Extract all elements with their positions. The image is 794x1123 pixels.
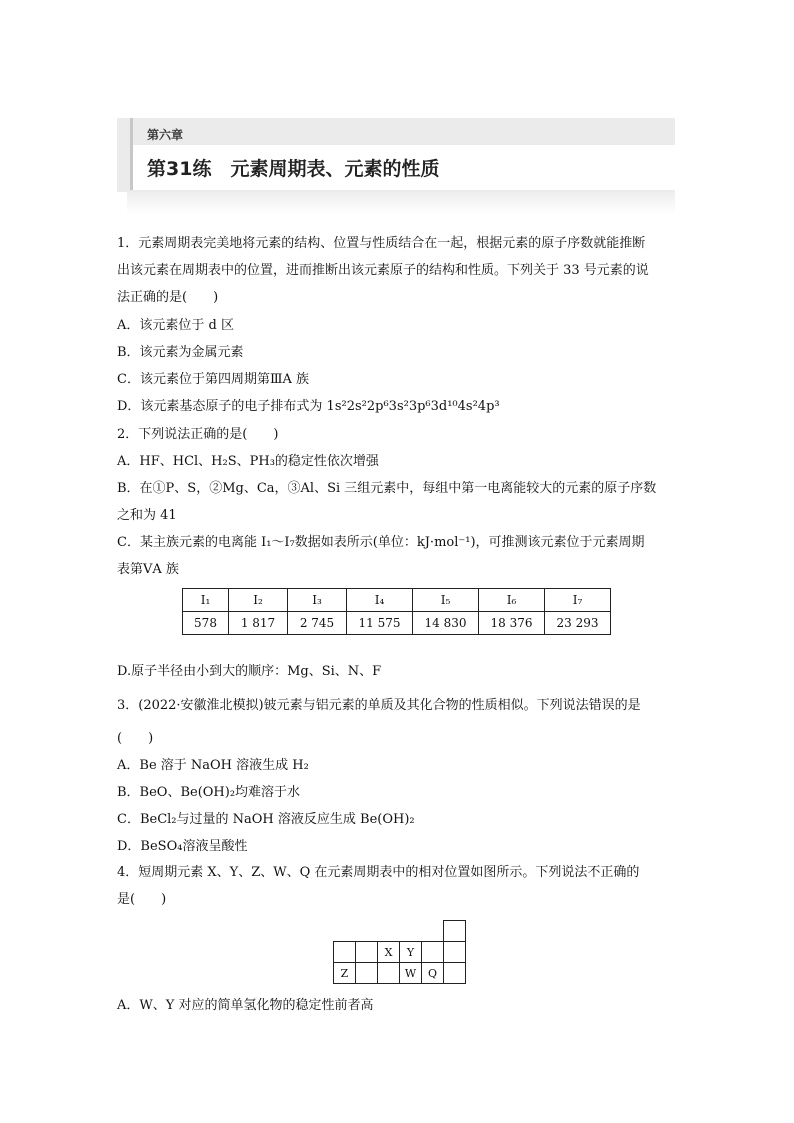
header-shadow [127, 192, 675, 214]
table-cell: 1 817 [229, 612, 288, 635]
table-header-cell: I₃ [288, 589, 347, 612]
periodic-cell [444, 921, 466, 942]
q1-stem-line3: 法正确的是( ) [117, 290, 219, 305]
table-cell: 2 745 [288, 612, 347, 635]
periodic-cell [356, 963, 378, 984]
periodic-cell [378, 963, 400, 984]
q1-option-c: C．该元素位于第四周期第ⅢA 族 [117, 372, 310, 387]
q2-option-c-line2: 表第ⅤA 族 [117, 562, 179, 577]
periodic-cell [422, 942, 444, 963]
periodic-table-fragment [333, 920, 466, 984]
periodic-cell-q: Q [422, 963, 444, 984]
table-cell: 18 376 [479, 612, 545, 635]
q1-stem-line2: 出该元素在周期表中的位置，进而推断出该元素原子的结构和性质。下列关于 33 号元素的说 [117, 263, 649, 278]
q1-stem-line1: 1．元素周期表完美地将元素的结构、位置与性质结合在一起，根据元素的原子序数就能推断 [117, 236, 646, 251]
table-cell: 11 575 [347, 612, 413, 635]
q3-option-a: A．Be 溶于 NaOH 溶液生成 H₂ [117, 758, 309, 773]
periodic-cell-w: W [400, 963, 422, 984]
q4-option-a: A．W、Y 对应的简单氢化物的稳定性前者高 [117, 998, 374, 1013]
table-row [183, 612, 611, 635]
table-header-cell: I₇ [545, 589, 611, 612]
q1-option-b: B．该元素为金属元素 [117, 345, 244, 360]
q3-stem-line1: 3．(2022·安徽淮北模拟)铍元素与铝元素的单质及其化合物的性质相似。下列说法错误的是 [117, 698, 641, 713]
table-header-row [183, 589, 611, 612]
table-cell: 578 [183, 612, 229, 635]
q4-stem-line1: 4．短周期元素 X、Y、Z、W、Q 在元素周期表中的相对位置如图所示。下列说法不正确的 [117, 865, 640, 880]
q2-option-b-line2: 之和为 41 [117, 508, 177, 523]
q3-option-c: C．BeCl₂与过量的 NaOH 溶液反应生成 Be(OH)₂ [117, 812, 415, 827]
chapter-header [117, 118, 675, 214]
periodic-cell [444, 963, 466, 984]
q3-option-d: D．BeSO₄溶液呈酸性 [117, 839, 248, 854]
q2-option-d: D.原子半径由小到大的顺序：Mg、Si、N、F [117, 664, 382, 679]
table-header-cell: I₁ [183, 589, 229, 612]
periodic-row-2 [334, 942, 466, 963]
table-header-cell: I₆ [479, 589, 545, 612]
q2-option-c-line1: C．某主族元素的电离能 I₁～I₇数据如表所示(单位：kJ·mol⁻¹)，可推测该元素位于元素周期 [117, 535, 645, 550]
table-header-cell: I₄ [347, 589, 413, 612]
table-header-cell: I₂ [229, 589, 288, 612]
ionization-energy-table [182, 588, 611, 635]
table-cell: 14 830 [413, 612, 479, 635]
periodic-cell-x: X [378, 942, 400, 963]
periodic-cell [444, 942, 466, 963]
periodic-cell-y: Y [400, 942, 422, 963]
chapter-label: 第六章 [147, 128, 184, 142]
periodic-cell [334, 942, 356, 963]
periodic-cell-z: Z [334, 963, 356, 984]
table-header-cell: I₅ [413, 589, 479, 612]
page-title: 第31练 元素周期表、元素的性质 [147, 158, 440, 180]
q3-option-b: B．BeO、Be(OH)₂均难溶于水 [117, 785, 301, 800]
periodic-row-1 [334, 921, 466, 942]
table-cell: 23 293 [545, 612, 611, 635]
q3-stem-line2: ( ) [117, 731, 154, 746]
q2-option-b-line1: B．在①P、S，②Mg、Ca，③Al、Si 三组元素中，每组中第一电离能较大的元素的原子序数 [117, 481, 657, 496]
q4-stem-line2: 是( ) [117, 892, 167, 907]
q2-option-a: A．HF、HCl、H₂S、PH₃的稳定性依次增强 [117, 454, 379, 469]
periodic-cell [356, 942, 378, 963]
q1-option-d: D．该元素基态原子的电子排布式为 1s²2s²2p⁶3s²3p⁶3d¹⁰4s²4p³ [117, 399, 500, 414]
periodic-row-3 [334, 963, 466, 984]
q1-option-a: A．该元素位于 d 区 [117, 318, 234, 333]
q2-stem: 2．下列说法正确的是( ) [117, 427, 279, 442]
